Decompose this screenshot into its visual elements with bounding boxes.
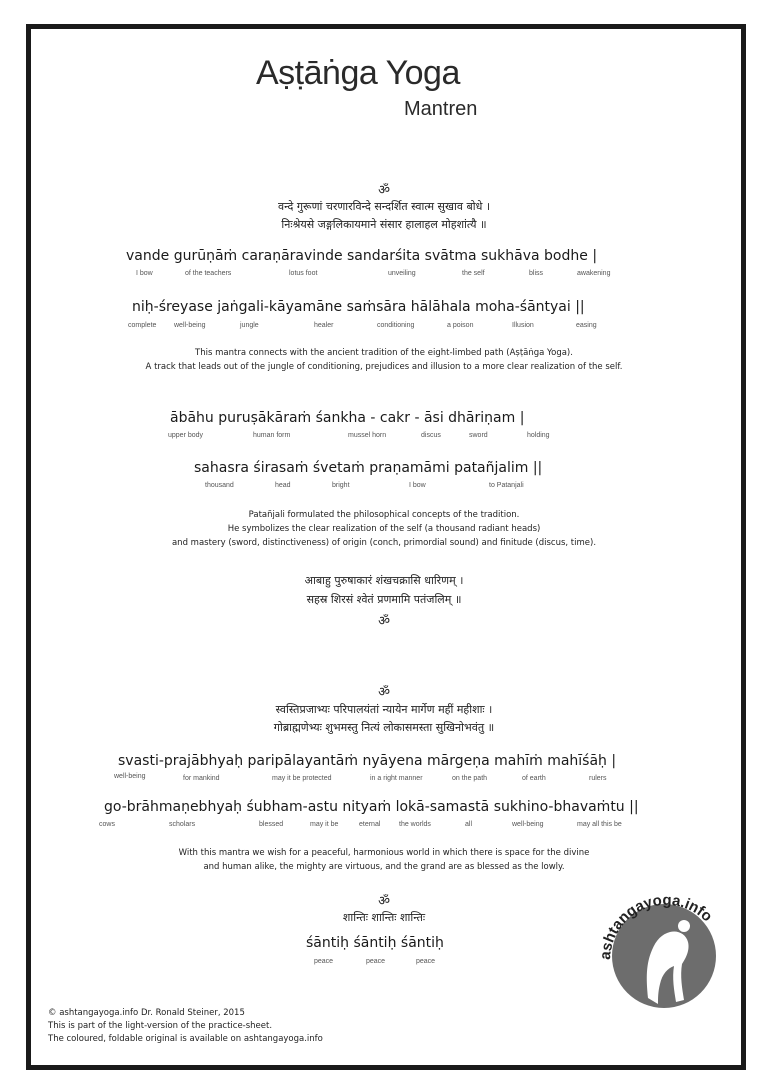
om-symbol: ॐ: [378, 894, 390, 909]
gloss: mussel horn: [348, 432, 387, 439]
gloss: sword: [469, 432, 488, 439]
gloss: rulers: [589, 775, 607, 782]
devanagari-line: शान्तिः शान्तिः शान्तिः: [342, 911, 426, 924]
gloss: all: [465, 821, 473, 828]
transliteration-line: niḥ-śreyase jaṅgali-kāyamāne saṁsāra hālāhala moha-śāntyai ||: [132, 299, 585, 315]
devanagari-line: वन्दे गुरूणां चरणारविन्दे सन्दर्शित स्वात्म सुखाव बोधे ।: [277, 200, 490, 213]
gloss: for mankind: [183, 775, 220, 782]
gloss: blessed: [259, 821, 284, 828]
description-text: With this mantra we wish for a peaceful, harmonious world in which there is space for the divine: [178, 848, 590, 858]
description-text: He symbolizes the clear realization of the self (a thousand radiant heads): [227, 524, 541, 534]
gloss: in a right manner: [370, 775, 423, 782]
description-text: A track that leads out of the jungle of conditioning, prejudices and illusion to a more clear realization of the self.: [145, 362, 623, 372]
gloss: human form: [253, 432, 291, 439]
gloss: the worlds: [399, 821, 431, 828]
transliteration-line: śāntiḥ śāntiḥ śāntiḥ: [306, 935, 444, 951]
gloss: well-being: [174, 322, 206, 329]
devanagari-line: सहस्र शिरसं श्वेतं प्रणमामि पतंजलिम् ॥: [306, 593, 462, 606]
gloss: to Patanjali: [489, 482, 524, 489]
transliteration-line: sahasra śirasaṁ śvetaṁ praṇamāmi patañjalim ||: [194, 460, 543, 476]
gloss: peace: [416, 958, 436, 965]
gloss: holding: [527, 432, 550, 439]
gloss: cows: [99, 821, 115, 828]
gloss: of the teachers: [185, 270, 232, 277]
transliteration-line: go-brāhmaṇebhyaḥ śubham-astu nityaṁ lokā-samastā sukhino-bhavaṁtu ||: [104, 799, 639, 815]
gloss: may it be protected: [272, 775, 332, 782]
gloss: may it be: [310, 821, 339, 828]
transliteration-line: svasti-prajābhyaḥ paripālayantāṁ nyāyena mārgeṇa mahīṁ mahīśāḥ |: [118, 753, 617, 769]
copyright-text: © ashtangayoga.info Dr. Ronald Steiner, 2015: [48, 1008, 245, 1018]
transliteration-line: vande gurūṇāṁ caraṇāravinde sandarśita svātma sukhāva bodhe |: [126, 248, 598, 264]
gloss: lotus foot: [289, 270, 318, 277]
gloss: eternal: [359, 821, 381, 828]
gloss: I bow: [136, 270, 153, 277]
gloss: unveiling: [388, 270, 416, 277]
transliteration-line: ābāhu puruṣākāraṁ śankha - cakr - āsi dhāriṇam |: [170, 410, 525, 426]
logo-text: ashtangayoga.info: [596, 891, 716, 961]
gloss: bliss: [529, 270, 544, 277]
footer-note: This is part of the light-version of the practice-sheet.: [48, 1021, 273, 1031]
gloss: of earth: [522, 775, 546, 782]
gloss: upper body: [168, 432, 204, 439]
om-symbol: ॐ: [378, 685, 390, 700]
gloss: the self: [462, 270, 485, 277]
gloss: complete: [128, 322, 157, 329]
gloss: well-being: [114, 773, 146, 780]
description-text: Patañjali formulated the philosophical concepts of the tradition.: [248, 510, 520, 520]
gloss: head: [275, 482, 291, 489]
gloss: jungle: [240, 322, 259, 329]
ashtangayoga-logo: [596, 880, 728, 1012]
gloss: peace: [366, 958, 386, 965]
description-text: This mantra connects with the ancient tradition of the eight-limbed path (Aṣṭāṅga Yoga).: [195, 348, 573, 358]
gloss: conditioning: [377, 322, 415, 329]
om-symbol: ॐ: [378, 614, 390, 629]
gloss: easing: [576, 322, 597, 329]
page-title: Aṣṭāṅga Yoga: [256, 54, 460, 92]
gloss: a poison: [447, 322, 474, 329]
gloss: I bow: [409, 482, 426, 489]
gloss: discus: [421, 432, 441, 439]
devanagari-line: निःश्रेयसे जङ्गलिकायमाने संसार हालाहल मोहशांत्यै ॥: [281, 218, 487, 231]
gloss: peace: [314, 958, 334, 965]
devanagari-line: आबाहु पुरुषाकारं शंखचक्रासि धारिणम् ।: [304, 574, 464, 587]
page-subtitle: Mantren: [404, 98, 478, 120]
description-text: and mastery (sword, distinctiveness) of origin (conch, primordial sound) and finitude (discus, time).: [171, 538, 597, 548]
gloss: bright: [332, 482, 350, 489]
footer-note: The coloured, foldable original is available on ashtangayoga.info: [48, 1034, 323, 1044]
devanagari-line: गोब्राह्मणेभ्यः शुभमस्तु नित्यं लोकासमस्ता सुखिनोभवंतु ॥: [273, 721, 495, 734]
gloss: well-being: [512, 821, 544, 828]
devanagari-line: स्वस्तिप्रजाभ्यः परिपालयंतां न्यायेन मार्गेण महीं महीशाः ।: [275, 703, 493, 716]
gloss: healer: [314, 322, 334, 329]
gloss: thousand: [205, 482, 234, 489]
description-text: and human alike, the mighty are virtuous, and the grand are as blessed as the lowly.: [203, 862, 565, 872]
gloss: scholars: [169, 821, 196, 828]
om-symbol: ॐ: [378, 183, 390, 198]
gloss: may all this be: [577, 821, 622, 828]
gloss: on the path: [452, 775, 488, 782]
gloss: awakening: [577, 270, 611, 277]
gloss: Illusion: [512, 322, 534, 329]
